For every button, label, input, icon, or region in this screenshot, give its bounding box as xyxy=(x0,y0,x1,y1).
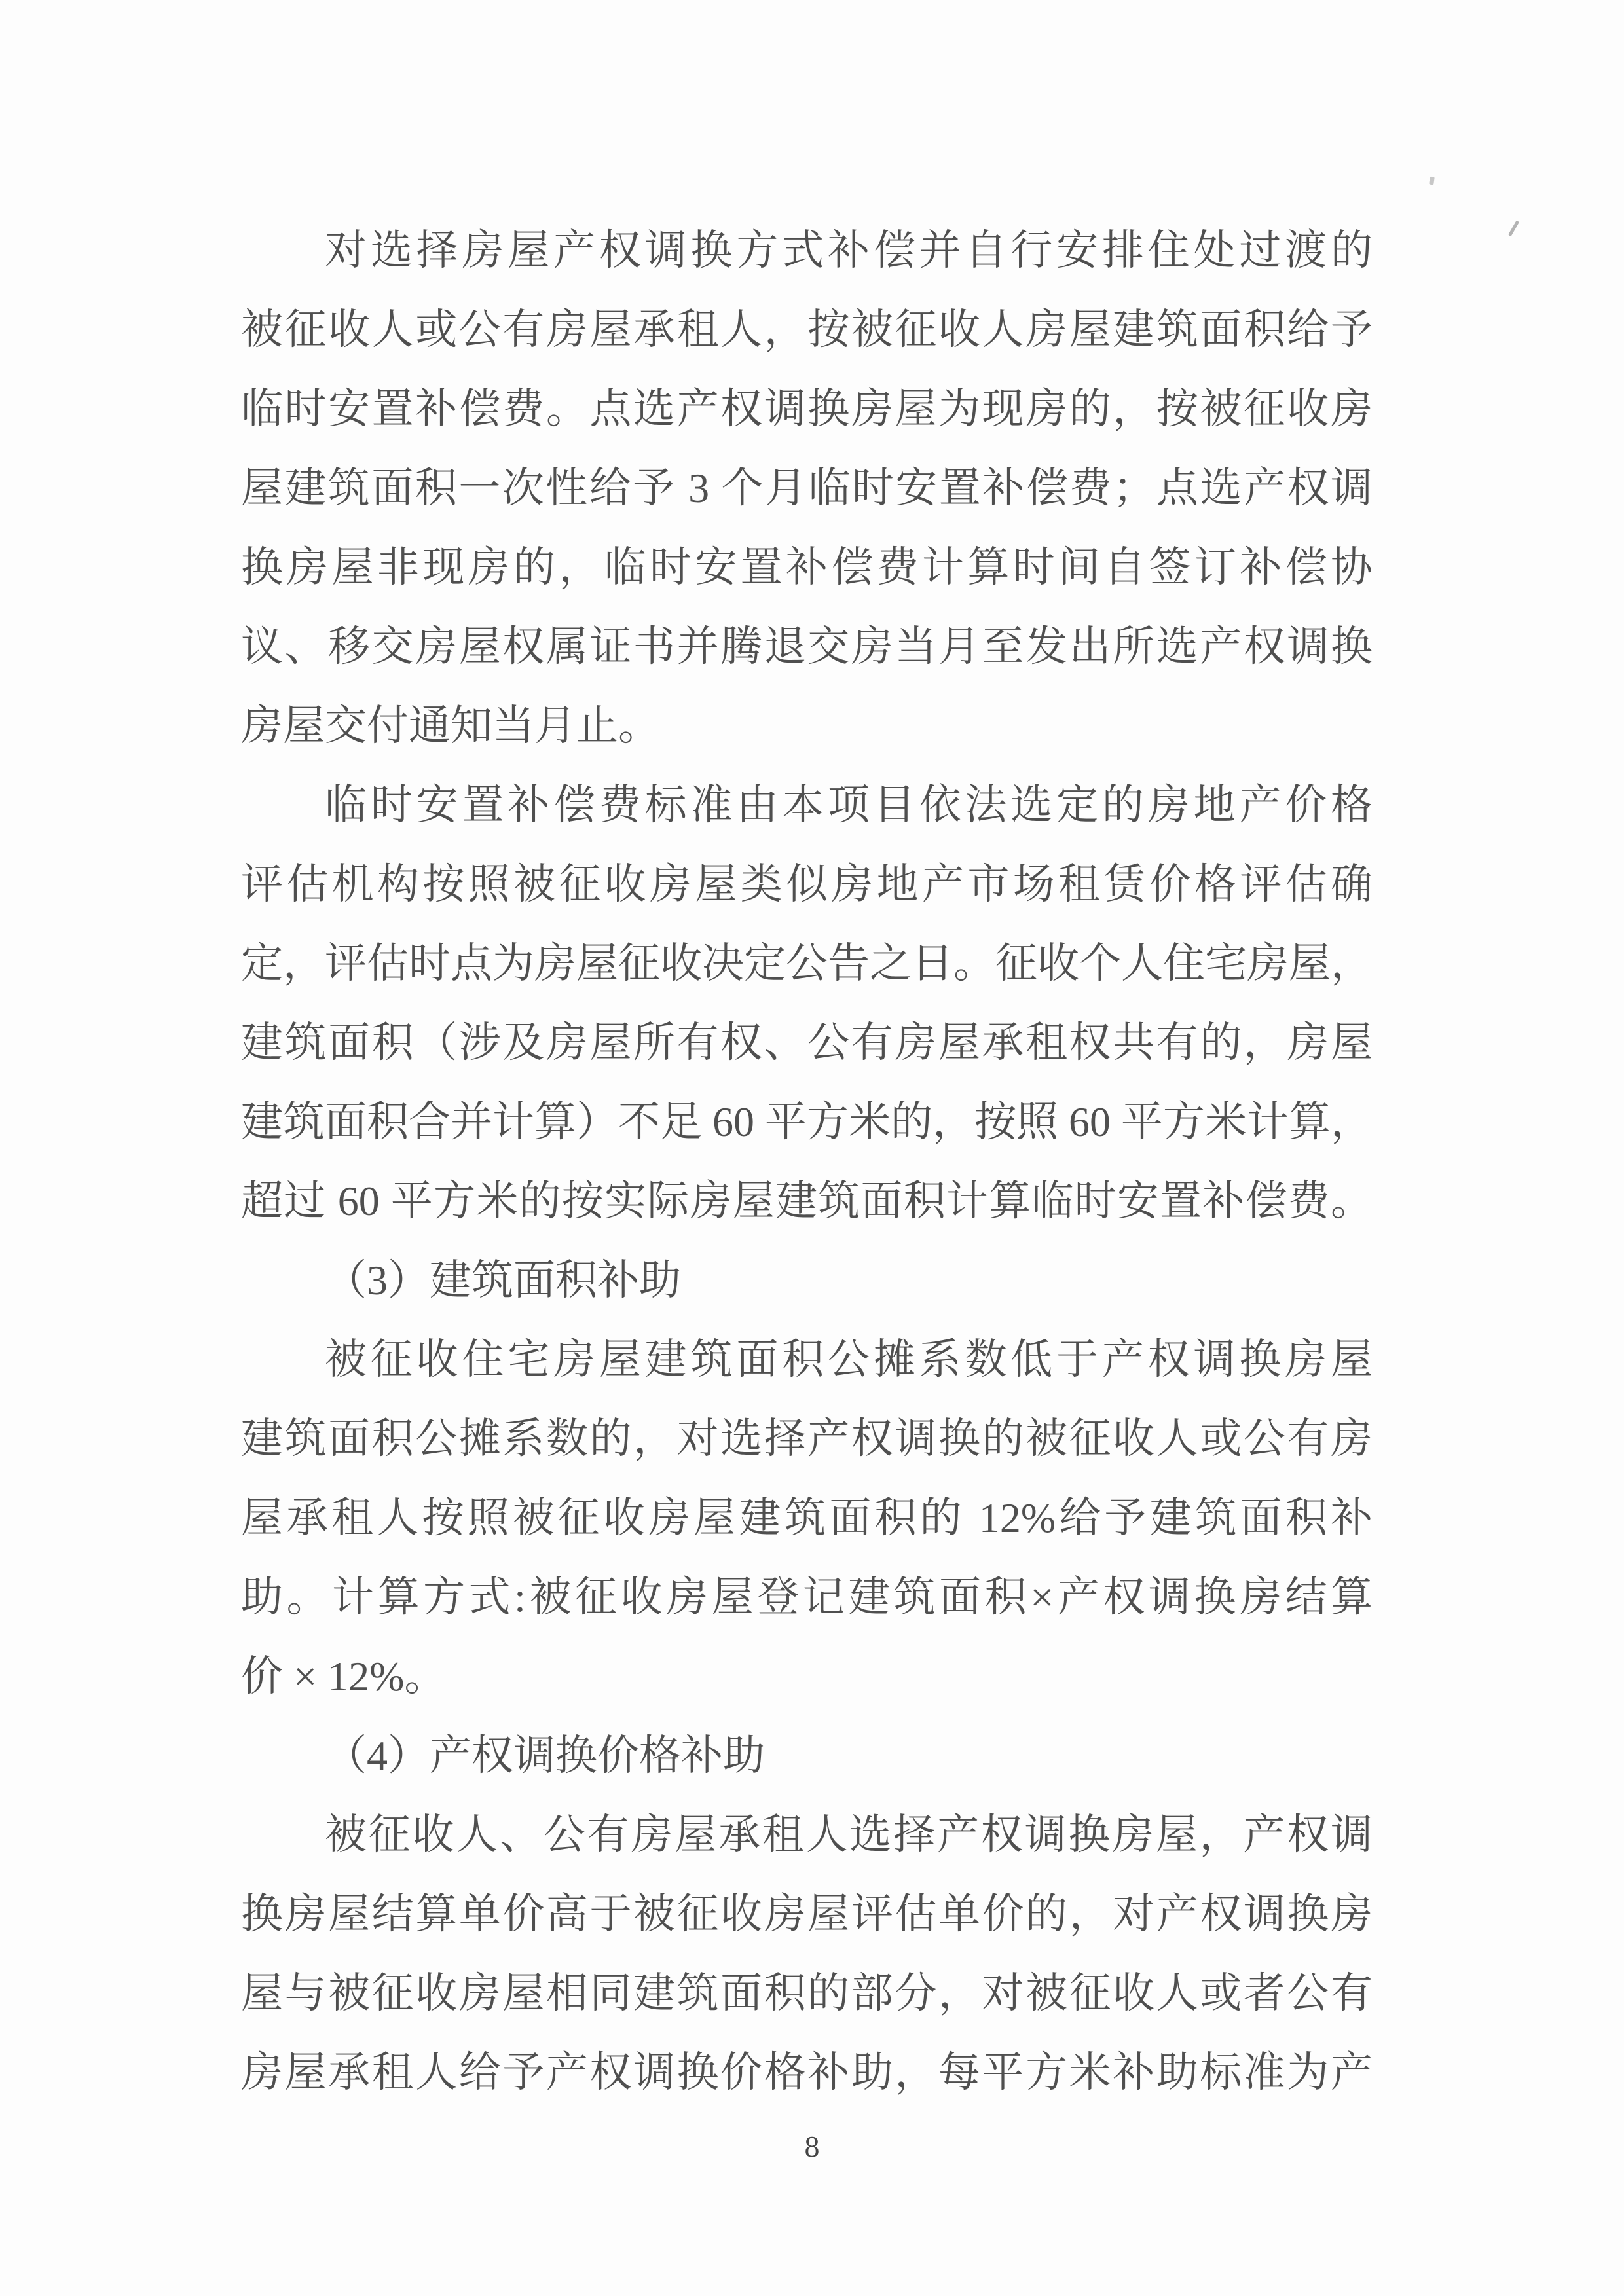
text-line: 临时安置补偿费。点选产权调换房屋为现房的，按被征收房 xyxy=(241,386,1373,432)
text-line: 建筑面积（涉及房屋所有权、公有房屋承租权共有的，房屋 xyxy=(241,1019,1373,1066)
text-line: 议、移交房屋权属证书并腾退交房当月至发出所选产权调换 xyxy=(241,623,1373,670)
text-line: 助。计算方式:被征收房屋登记建筑面积×产权调换房结算 xyxy=(241,1574,1373,1620)
text-line: 房屋承租人给予产权调换价格补助，每平方米补助标准为产 xyxy=(241,2049,1373,2096)
text-line: 屋与被征收房屋相同建筑面积的部分，对被征收人或者公有 xyxy=(241,1970,1373,2016)
text-line: 定，评估时点为房屋征收决定公告之日。征收个人住宅房屋， xyxy=(241,940,1373,987)
text-line: 临时安置补偿费标准由本项目依法选定的房地产价格 xyxy=(325,782,1373,828)
text-line: 被征收人或公有房屋承租人，按被征收人房屋建筑面积给予 xyxy=(241,306,1373,353)
text-line: 被征收人、公有房屋承租人选择产权调换房屋，产权调 xyxy=(325,1812,1373,1858)
scan-speck-artifact xyxy=(1429,177,1435,185)
page-number: 8 xyxy=(804,2130,820,2163)
text-line: 建筑面积公摊系数的，对选择产权调换的被征收人或公有房 xyxy=(241,1415,1373,1462)
text-line: 换房屋结算单价高于被征收房屋评估单价的，对产权调换房 xyxy=(241,1891,1373,1937)
text-line: 超过 60 平方米的按实际房屋建筑面积计算临时安置补偿费。 xyxy=(241,1178,1373,1224)
subsection-heading: （4）产权调换价格补助 xyxy=(325,1732,765,1779)
text-line: 评估机构按照被征收房屋类似房地产市场租赁价格评估确 xyxy=(241,861,1373,907)
document-body xyxy=(241,211,1373,2112)
text-line: 价 × 12%。 xyxy=(241,1653,447,1700)
text-line: 建筑面积合并计算）不足 60 平方米的，按照 60 平方米计算， xyxy=(241,1099,1373,1145)
text-line: 屋承租人按照被征收房屋建筑面积的 12%给予建筑面积补 xyxy=(241,1495,1373,1541)
text-line: 换房屋非现房的，临时安置补偿费计算时间自签订补偿协 xyxy=(241,544,1373,591)
text-line: 对选择房屋产权调换方式补偿并自行安排住处过渡的 xyxy=(325,227,1373,274)
text-line: 房屋交付通知当月止。 xyxy=(241,702,660,749)
text-line: 被征收住宅房屋建筑面积公摊系数低于产权调换房屋 xyxy=(325,1336,1373,1383)
scan-slash-artifact xyxy=(1508,220,1519,236)
text-line: 屋建筑面积一次性给予 3 个月临时安置补偿费；点选产权调 xyxy=(241,465,1373,511)
subsection-heading: （3）建筑面积补助 xyxy=(325,1257,681,1303)
